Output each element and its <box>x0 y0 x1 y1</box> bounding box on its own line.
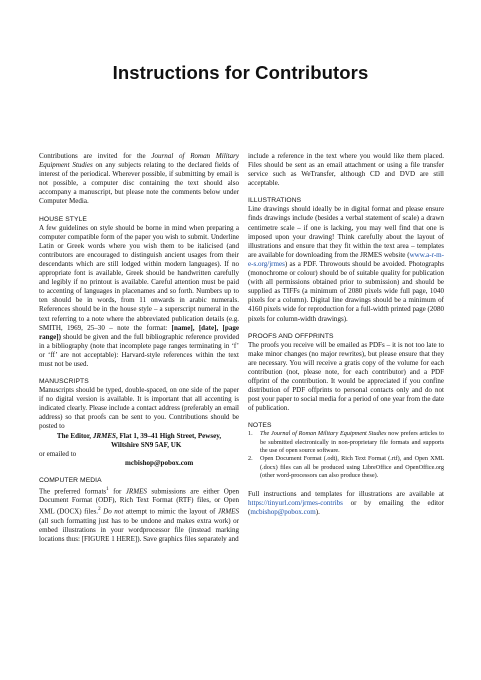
proofs-heading: PROOFS AND OFFPRINTS <box>248 332 334 340</box>
house-style-heading: HOUSE STYLE <box>39 215 87 223</box>
continued-paragraph: include a reference in the text where you would like them placed. Files should be sent as an email attachment or using a file transfer service such as WeTransfer, although CD and DVD are still acceptable. <box>248 152 444 188</box>
page-title: Instructions for Contributors <box>112 62 369 83</box>
templates-link[interactable]: https://tinyurl.com/jrmes-contribs <box>248 499 343 508</box>
house-style-paragraph: A few guidelines on style should be borne in mind when preparing a computer compatible form of the paper you wish to submit. Underline Latin or Greek words where you wish them to be italicised (and contributors are encouraged to distinguish ancient usages from their descendants which are still lodged within modern languages). If no appropriate font is available, Greek should be handwritten carefully and legibly if no printout is available. Careful attention must be paid to accenting of languages in placenames and so forth. Numbers up to ten should be in words, from 11 onwards in arabic numerals. References should be in the house style – a superscript numeral in the text referring to a note where the abbreviated publication details (e.g. SMITH, 1969, 25–30 – note the format: [name], [date], [page range]) should be given and the full bibliographic reference provided in a bibliography (note that incomplete page ranges terminating in ‘f’ or ‘ff’ are not acceptable): Harvard-style references within the text must not be used. <box>39 223 239 368</box>
editor-email-link[interactable]: mcbishop@pobox.com <box>250 508 316 517</box>
editor-address: The Editor, JRMES, Flat 1, 39–41 High Street, Pewsey, <box>56 431 222 440</box>
jrmes-website-link[interactable]: www.a-r-m-e-s.org/jrmes <box>248 250 444 268</box>
right-column <box>248 152 444 517</box>
intro-paragraph: Contributions are invited for the Journal of Roman Military Equipment Studies on any subjects relating to the declared fields of interest of the periodical. Wherever possible, if submitting by email is not possible, a computer disc containing the text should also accompany a manuscript, but please note the comments below under Computer Media. <box>39 152 240 206</box>
manuscripts-heading: MANUSCRIPTS <box>39 378 89 386</box>
left-column <box>39 152 239 544</box>
templates-paragraph: Full instructions and templates for illustrations are available at https://tinyurl.com/jrmes-contribs or by emailing the editor (mcbishop@pobox.com). <box>248 490 444 517</box>
computer-media-heading: COMPUTER MEDIA <box>39 476 102 484</box>
proofs-paragraph: The proofs you receive will be emailed as PDFs – it is not too late to make minor changes (no major rewrites), but please ensure that they are necessary. You will receive a gratis copy of the volume for each contribution (not, please note, for each contributor) and a PDF offprint of the contribution. It would be appreciated if you confine distribution of PDF offprints to personal contacts only and do not post your paper to social media for a period of one year from the date of publication. <box>248 340 444 413</box>
illustrations-paragraph: Line drawings should ideally be in digital format and please ensure finds drawings include (besides a verbal statement of scale) a drawn centimetre scale – if one is lacking, you may well find that one is imposed upon your drawing! Think carefully about the layout of illustrations and ensure that they fit within the text area – templates are available for downloading from the JRMES website (www.a-r-m-e-s.org/jrmes) as a PDF. Throwouts should be avoided. Photographs (monochrome or colour) should be of suitable quality for publication (with all permissions obtained prior to submission) and should be supplied as TIFFs (a minimum of 2080 pixels wide full page, 1040 pixels for a column). Digital line drawings should be a minimum of 4160 pixels wide for reproduction for a full-width printed page (2080 pixels for column-width drawings). <box>248 205 444 323</box>
notes-list <box>248 430 444 480</box>
manuscripts-paragraph: Manuscripts should be typed, double-spaced, on one side of the paper if no digital version is available. It is important that all accenting is indicated clearly. Please include a contact address (preferably an email address) so that proofs can be sent to you. Contributions should be posted to <box>39 386 239 431</box>
note-item: 1. The Journal of Roman Military Equipment Studies now prefers articles to be submitted electronically in non-proprietary file formats and supports the use of open source software. <box>248 430 444 454</box>
or-emailed-text: or emailed to <box>39 449 77 458</box>
editor-email[interactable]: mcbishop@pobox.com <box>125 458 194 467</box>
note-item: 2. Open Document Format (.odt), Rich Text Format (.rtf), and Open XML (.docx) files can all be produced using LibreOffice and OpenOffice.org (other word-processors can also produce these). <box>248 455 444 479</box>
computer-media-paragraph: The preferred formats$^1$ for JRMES submissions are either Open Document Format (ODF), Rich Text Format (RTF) files, or Open XML (DOCX) files.$^2$ Do not attempt to mimic the layout of JRMES (all such formatting just has to be undone and makes extra work) or embed illustrations in your wordprocessor file (instead marking locations thus: [FIGURE 1 HERE]). Save graphics files separately and <box>39 486 240 544</box>
editor-address-line2: Wiltshire SN9 5AF, UK <box>111 440 182 449</box>
notes-heading: NOTES <box>248 422 272 430</box>
illustrations-heading: ILLUSTRATIONS <box>248 197 302 205</box>
